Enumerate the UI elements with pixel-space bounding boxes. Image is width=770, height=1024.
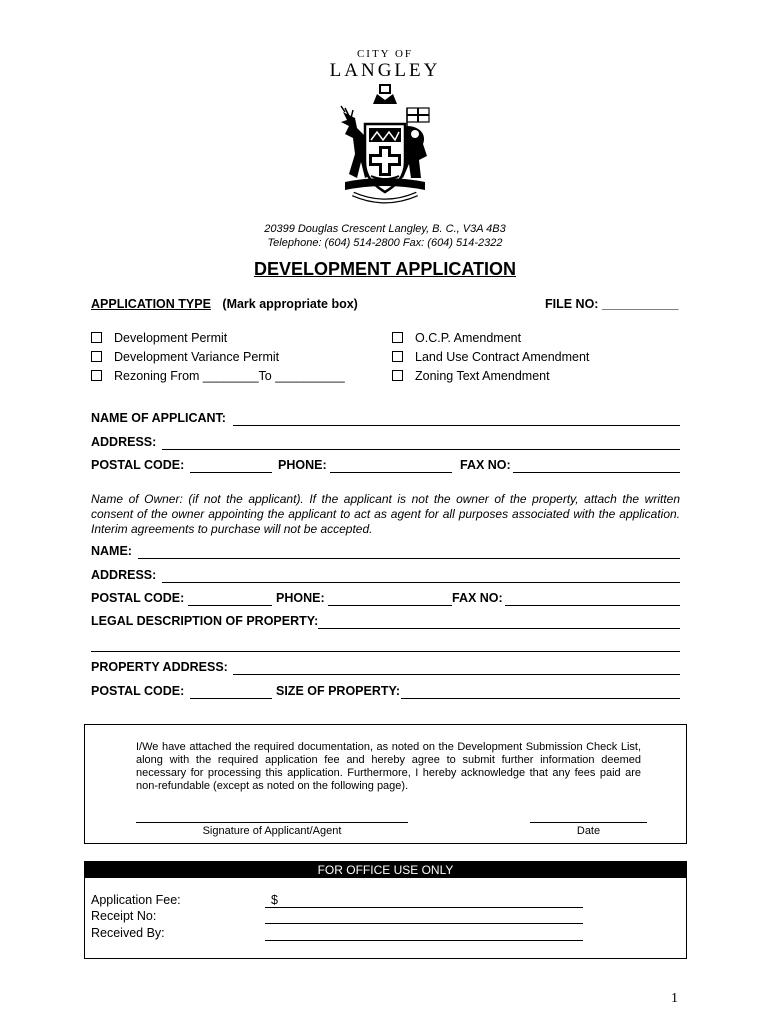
property-postal-field[interactable] <box>190 698 272 699</box>
city-crest-logo <box>335 82 435 212</box>
receipt-no-field[interactable] <box>265 923 583 924</box>
applicant-phone-field[interactable] <box>330 472 452 473</box>
option-rezoning[interactable]: Rezoning From ________To __________ <box>91 369 345 383</box>
owner-phone-label: PHONE: <box>276 591 325 605</box>
owner-note: Name of Owner: (if not the applicant). If the applicant is not the owner of the property, attach the written consent of the owner appointing the applicant to act as agent for all purposes associated with the application. Interim agreements to purchase will not be accepted. <box>91 492 680 536</box>
applicant-fax-field[interactable] <box>513 472 680 473</box>
currency-symbol: $ <box>271 893 278 907</box>
owner-name-field[interactable] <box>138 558 680 559</box>
legal-description-field[interactable] <box>318 628 680 629</box>
date-field[interactable] <box>530 822 647 823</box>
owner-fax-field[interactable] <box>505 605 680 606</box>
checkbox[interactable] <box>392 332 403 343</box>
city-name-label: LANGLEY <box>329 60 441 81</box>
declaration-text: I/We have attached the required documentation, as noted on the Development Submission Check List, along with the required application fee and hereby agree to submit further information deemed necessary for processing this application. Furthermore, I hereby acknowledge that any fees paid are non-refundable (except as noted on the following page). <box>136 741 641 792</box>
property-size-label: SIZE OF PROPERTY: <box>276 684 401 698</box>
owner-address-label: ADDRESS: <box>91 568 157 582</box>
received-by-field[interactable] <box>265 940 583 941</box>
signature-caption: Signature of Applicant/Agent <box>202 825 342 837</box>
receipt-no-label: Receipt No: <box>91 909 157 923</box>
property-address-label: PROPERTY ADDRESS: <box>91 660 228 674</box>
applicant-name-label: NAME OF APPLICANT: <box>91 411 226 425</box>
application-type-heading <box>91 297 358 311</box>
property-size-field[interactable] <box>401 698 680 699</box>
applicant-address-field[interactable] <box>162 449 680 450</box>
application-type-label: APPLICATION TYPE <box>91 297 211 311</box>
owner-phone-field[interactable] <box>328 605 452 606</box>
option-ocp-amendment[interactable]: O.C.P. Amendment <box>392 331 521 345</box>
owner-name-label: NAME: <box>91 544 132 558</box>
office-use-title: FOR OFFICE USE ONLY <box>85 862 686 878</box>
received-by-label: Received By: <box>91 926 165 940</box>
checkbox[interactable] <box>91 370 102 381</box>
checkbox[interactable] <box>91 332 102 343</box>
file-no-label: FILE NO: ___________ <box>545 297 679 311</box>
property-postal-label: POSTAL CODE: <box>91 684 185 698</box>
checkbox[interactable] <box>392 351 403 362</box>
property-address-field[interactable] <box>233 674 680 675</box>
applicant-postal-field[interactable] <box>190 472 272 473</box>
legal-description-label: LEGAL DESCRIPTION OF PROPERTY: <box>91 614 319 628</box>
owner-postal-label: POSTAL CODE: <box>91 591 185 605</box>
applicant-address-label: ADDRESS: <box>91 435 157 449</box>
legal-description-field-2[interactable] <box>91 651 680 652</box>
applicant-fax-label: FAX NO: <box>460 458 511 472</box>
signature-field[interactable] <box>136 822 408 823</box>
owner-address-field[interactable] <box>162 582 680 583</box>
city-of-label: CITY OF <box>356 48 414 60</box>
checkbox[interactable] <box>392 370 403 381</box>
owner-postal-field[interactable] <box>188 605 272 606</box>
option-development-variance-permit[interactable]: Development Variance Permit <box>91 350 279 364</box>
option-land-use-contract-amendment[interactable]: Land Use Contract Amendment <box>392 350 589 364</box>
applicant-postal-label: POSTAL CODE: <box>91 458 185 472</box>
option-zoning-text-amendment[interactable]: Zoning Text Amendment <box>392 369 550 383</box>
owner-fax-label: FAX NO: <box>452 591 503 605</box>
address-line: 20399 Douglas Crescent Langley, B. C., V3A 4B3 <box>264 223 506 235</box>
option-development-permit[interactable]: Development Permit <box>91 331 227 345</box>
applicant-phone-label: PHONE: <box>278 458 327 472</box>
telephone-line: Telephone: (604) 514-2800 Fax: (604) 514-2322 <box>267 237 503 249</box>
application-type-hint: (Mark appropriate box) <box>222 297 358 311</box>
applicant-name-field[interactable] <box>233 425 680 426</box>
checkbox[interactable] <box>91 351 102 362</box>
date-caption: Date <box>576 825 601 837</box>
page-number: 1 <box>671 991 678 1006</box>
application-fee-label: Application Fee: <box>91 893 181 907</box>
application-fee-field[interactable] <box>265 907 583 908</box>
page-title: DEVELOPMENT APPLICATION <box>253 259 516 279</box>
